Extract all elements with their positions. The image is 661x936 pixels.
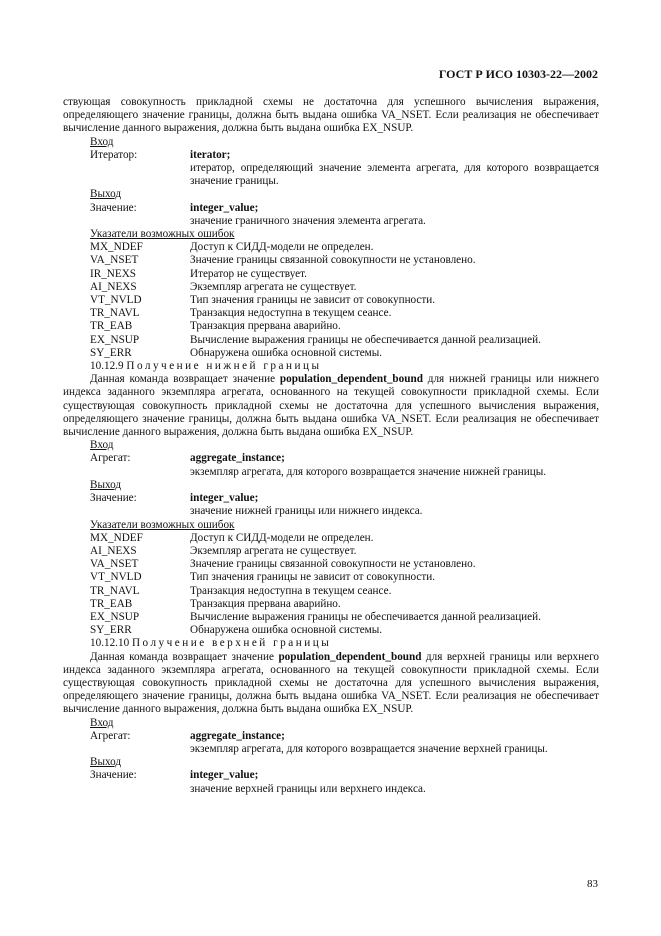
error-row (90, 281, 599, 294)
param-type: integer_value; (190, 492, 259, 505)
param-name: Значение: (90, 201, 137, 214)
error-code: TR_NAVL (90, 307, 140, 320)
error-code: MX_NDEF (90, 241, 143, 254)
error-row (90, 241, 599, 254)
output-param (90, 769, 599, 782)
error-desc: Экземпляр агрегата не существует. (190, 544, 357, 557)
para-term: population_dependent_bound (278, 650, 422, 663)
error-desc: Тип значения границы не зависит от совокупности. (190, 571, 436, 584)
error-row (90, 598, 599, 611)
error-desc: Доступ к СИДД-модели не определен. (190, 241, 374, 254)
para-text: Данная команда возвращает значение (90, 650, 279, 663)
error-row (90, 611, 599, 624)
output-param (90, 202, 599, 215)
error-code: SY_ERR (90, 346, 132, 359)
output-heading: Выход (90, 478, 122, 491)
error-code: TR_NAVL (90, 584, 140, 597)
error-row (90, 268, 599, 281)
clause-paragraph (63, 651, 599, 717)
intro-paragraph: ствующая совокупность прикладной схемы не достаточна для успешного вычисления выражения, определяющего значение границы, должна быть выдана ошибка VA_NSET. Если реализация не обеспечивает вычисление данного выражения, должна быть выдана ошибка EX_NSUP. (63, 96, 599, 135)
para-text: Данная команда возвращает значение (90, 373, 280, 386)
error-row (90, 558, 599, 571)
error-desc: Транзакция прервана аварийно. (190, 597, 341, 610)
error-code: EX_NSUP (90, 610, 140, 623)
errors-heading: Указатели возможных ошибок (90, 518, 235, 531)
param-description: значение верхней границы или верхнего индекса. (190, 782, 426, 795)
para-text: для верхней границы или верхнего индекса заданного экземпляра агрегата, основанного на текущей совокупности прикладной схемы. Если существующая совокупность прикладной схемы не достаточна для успешного вычисления выражения, определяющего значение границы, должна быть выдана ошибка VA_NSET. Если реализация не обеспечивает вычисление данного выражения, должна быть выдана ошибка EX_NSUP. (63, 650, 600, 716)
input-param (90, 452, 599, 465)
clause-title: Получение верхней границы (131, 637, 332, 650)
error-desc: Значение границы связанной совокупности не установлено. (190, 558, 476, 571)
error-row (90, 545, 599, 558)
error-desc: Экземпляр агрегата не существует. (190, 280, 357, 293)
error-code: AI_NEXS (90, 280, 137, 293)
error-code: VT_NVLD (90, 571, 142, 584)
param-type: integer_value; (190, 769, 259, 782)
error-code: MX_NDEF (90, 531, 143, 544)
error-row (90, 571, 599, 584)
output-heading: Выход (90, 188, 122, 201)
error-list (63, 532, 599, 638)
param-description: итератор, определяющий значение элемента агрегата, для которого возвращается значение границы. (190, 162, 599, 188)
param-type: aggregate_instance; (190, 452, 285, 465)
input-param (90, 149, 599, 162)
error-row (90, 334, 599, 347)
clause-heading (90, 360, 599, 373)
error-row (90, 307, 599, 320)
page-body (63, 96, 599, 796)
para-term: population_dependent_bound (279, 373, 423, 386)
page-number: 83 (587, 878, 598, 890)
param-type: integer_value; (190, 201, 259, 214)
input-heading: Вход (90, 716, 114, 729)
error-row (90, 347, 599, 360)
error-code: TR_EAB (90, 320, 133, 333)
error-desc: Транзакция недоступна в текущем сеансе. (190, 584, 392, 597)
clause-heading (90, 637, 599, 650)
input-heading: Вход (90, 135, 114, 148)
page-header: ГОСТ Р ИСО 10303-22—2002 (438, 67, 598, 81)
param-description: значение граничного значения элемента агрегата. (190, 214, 426, 227)
clause-number: 10.12.9 (90, 360, 124, 373)
error-desc: Транзакция недоступна в текущем сеансе. (190, 307, 392, 320)
output-param (90, 492, 599, 505)
error-desc: Итератор не существует. (190, 267, 307, 280)
error-desc: Доступ к СИДД-модели не определен. (190, 531, 374, 544)
clause-paragraph (63, 373, 599, 439)
param-description: экземпляр агрегата, для которого возвращается значение нижней границы. (190, 465, 547, 478)
error-code: IR_NEXS (90, 267, 136, 280)
error-row (90, 254, 599, 267)
param-name: Итератор: (90, 148, 138, 161)
param-name: Значение: (90, 492, 137, 505)
input-param (90, 730, 599, 743)
param-description: экземпляр агрегата, для которого возвращается значение верхней границы. (190, 742, 548, 755)
param-type: iterator; (190, 148, 231, 161)
error-row (90, 624, 599, 637)
param-name: Агрегат: (90, 729, 131, 742)
error-code: AI_NEXS (90, 544, 137, 557)
error-code: SY_ERR (90, 624, 132, 637)
clause-title: Получение нижней границы (126, 360, 322, 373)
error-desc: Обнаружена ошибка основной системы. (190, 624, 383, 637)
error-row (90, 320, 599, 333)
input-heading: Вход (90, 439, 114, 452)
error-row (90, 294, 599, 307)
error-code: TR_EAB (90, 597, 133, 610)
error-desc: Значение границы связанной совокупности не установлено. (190, 254, 476, 267)
error-desc: Транзакция прервана аварийно. (190, 320, 341, 333)
para-text: для нижней границы или нижнего индекса заданного экземпляра агрегата, основанного на текущей совокупности прикладной схемы. Если существующая совокупность прикладной схемы не достаточна для успешного вычисления выражения, определяющего значение границы, должна быть выдана ошибка VA_NSET. Если реализация не обеспечивает вычисление данного выражения, должна быть выдана ошибка EX_NSUP. (63, 373, 599, 439)
output-heading: Выход (90, 756, 122, 769)
error-desc: Обнаружена ошибка основной системы. (190, 346, 383, 359)
error-row (90, 585, 599, 598)
error-row (90, 532, 599, 545)
param-name: Агрегат: (90, 452, 131, 465)
errors-heading: Указатели возможных ошибок (90, 228, 235, 241)
error-code: VA_NSET (90, 254, 139, 267)
param-type: aggregate_instance; (190, 729, 285, 742)
error-desc: Вычисление выражения границы не обеспечивается данной реализацией. (190, 610, 541, 623)
error-desc: Тип значения границы не зависит от совокупности. (190, 294, 436, 307)
param-name: Значение: (90, 769, 137, 782)
error-list (63, 241, 599, 360)
error-code: VA_NSET (90, 558, 139, 571)
param-description: значение нижней границы или нижнего индекса. (190, 505, 423, 518)
clause-number: 10.12.10 (90, 637, 130, 650)
error-code: EX_NSUP (90, 333, 140, 346)
error-code: VT_NVLD (90, 294, 142, 307)
error-desc: Вычисление выражения границы не обеспечивается данной реализацией. (190, 333, 541, 346)
